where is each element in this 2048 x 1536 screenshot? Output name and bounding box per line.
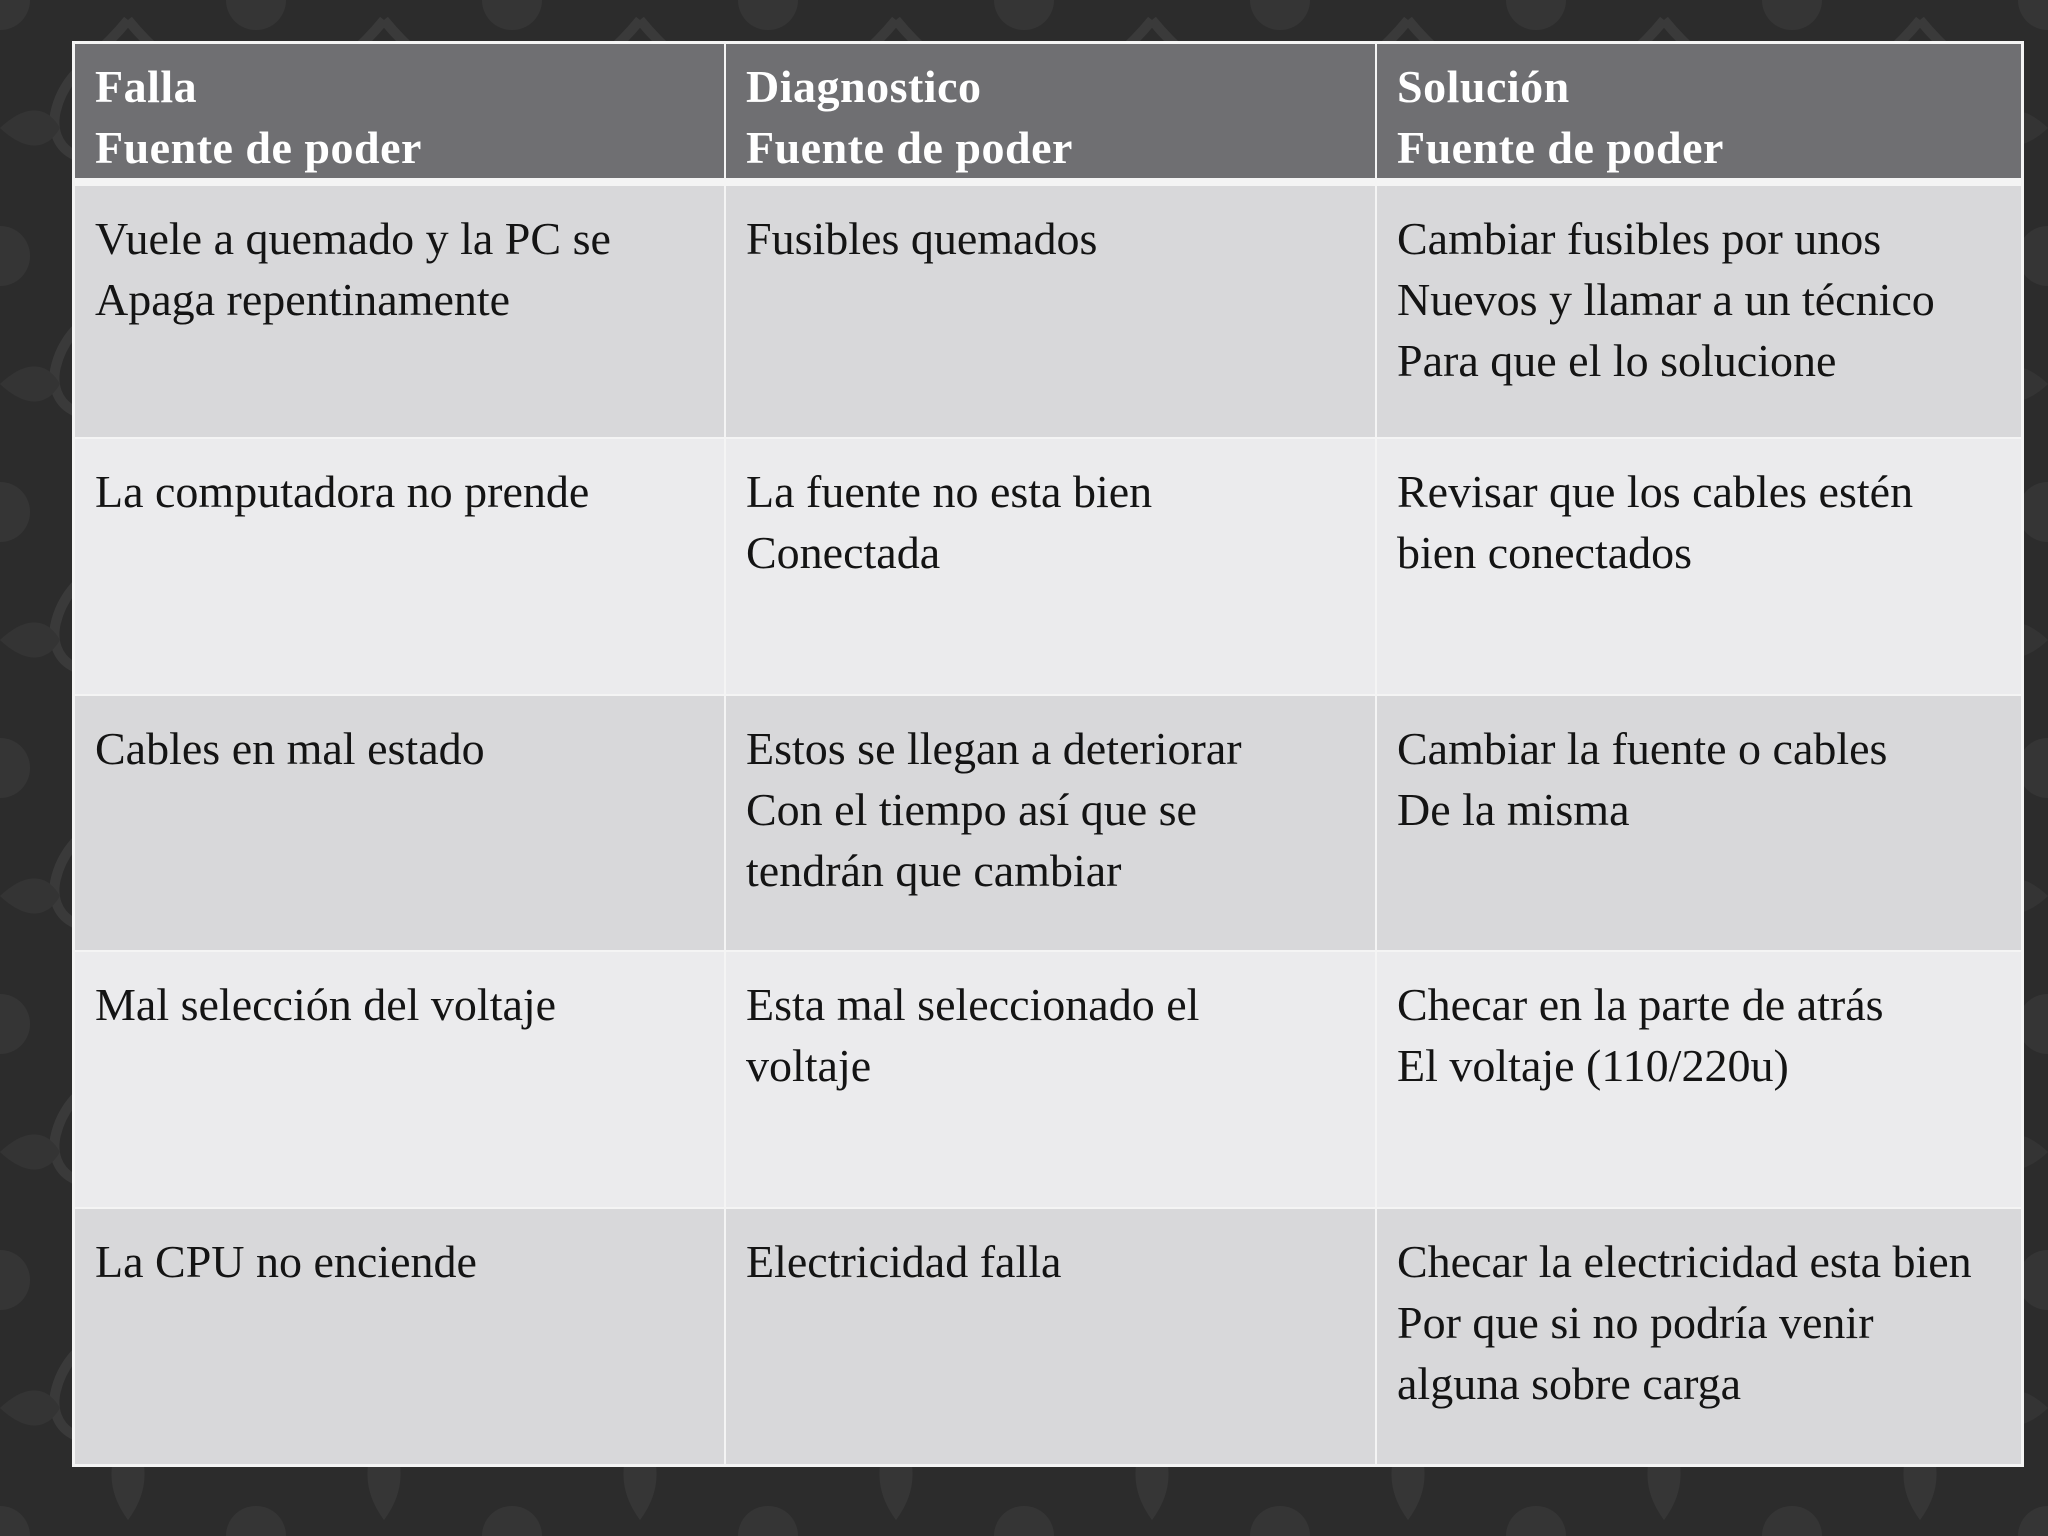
cell-diagnostico: Fusibles quemados [725,182,1376,438]
cell-falla: Vuele a quemado y la PC se Apaga repentinamente [75,182,725,438]
cell-diagnostico: Estos se llegan a deteriorar Con el tiempo así que se tendrán que cambiar [725,695,1376,951]
table-header-row [75,44,2021,182]
cell-falla: Mal selección del voltaje [75,951,725,1207]
cell-solucion: Cambiar la fuente o cables De la misma [1376,695,2021,951]
header-solucion: Solución Fuente de poder [1376,44,2021,182]
fault-table-container [72,41,2024,1467]
table-row [75,1208,2021,1464]
header-diagnostico: Diagnostico Fuente de poder [725,44,1376,182]
table-row [75,695,2021,951]
cell-diagnostico: Esta mal seleccionado el voltaje [725,951,1376,1207]
cell-diagnostico: La fuente no esta bien Conectada [725,438,1376,694]
cell-solucion: Revisar que los cables estén bien conectados [1376,438,2021,694]
cell-falla: Cables en mal estado [75,695,725,951]
cell-solucion: Cambiar fusibles por unos Nuevos y llamar a un técnico Para que el lo solucione [1376,182,2021,438]
fault-table [75,44,2021,1464]
cell-solucion: Checar en la parte de atrás El voltaje (110/220u) [1376,951,2021,1207]
cell-falla: La CPU no enciende [75,1208,725,1464]
cell-falla: La computadora no prende [75,438,725,694]
table-row [75,438,2021,694]
cell-solucion: Checar la electricidad esta bien Por que si no podría venir alguna sobre carga [1376,1208,2021,1464]
table-row [75,951,2021,1207]
table-row [75,182,2021,438]
header-falla: Falla Fuente de poder [75,44,725,182]
cell-diagnostico: Electricidad falla [725,1208,1376,1464]
